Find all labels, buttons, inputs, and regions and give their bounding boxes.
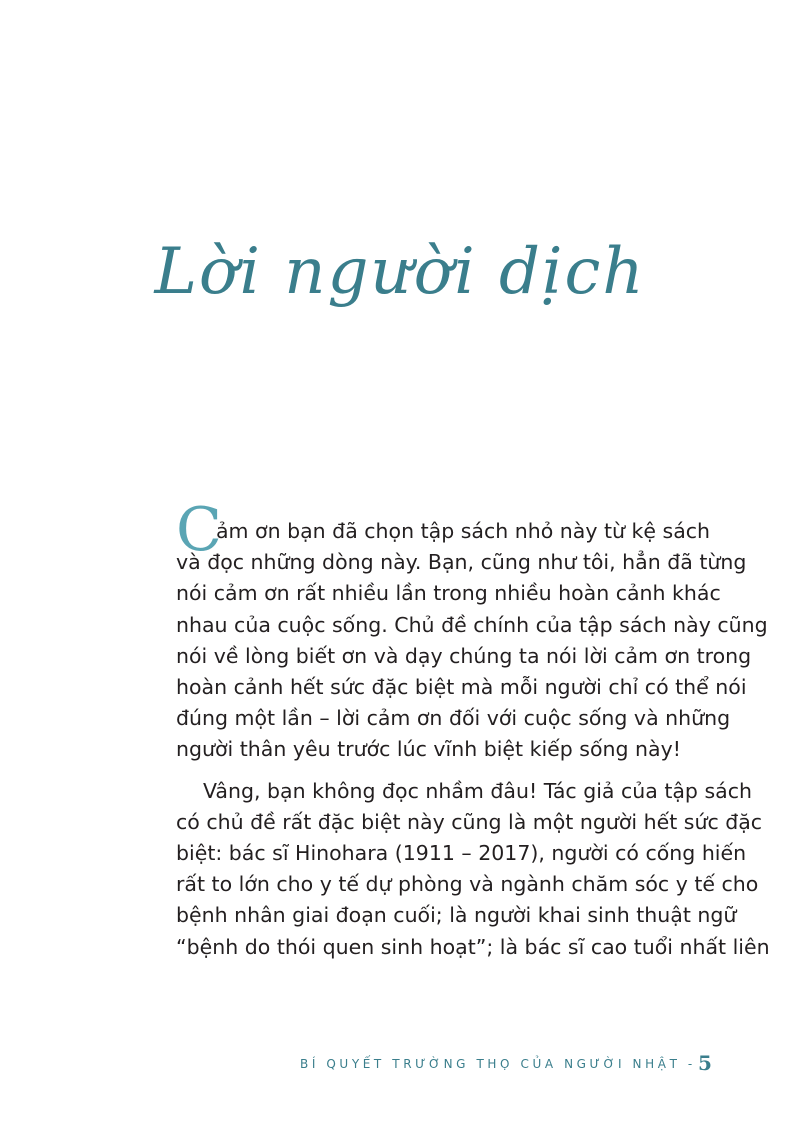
paragraph-1 bbox=[176, 495, 768, 766]
body-text bbox=[176, 495, 770, 963]
drop-cap: C bbox=[176, 495, 222, 565]
first-line-text: ảm ơn bạn đã chọn tập sách nhỏ này từ kệ sách bbox=[216, 519, 711, 543]
text-line: nói cảm ơn rất nhiều lần trong nhiều hoàn cảnh khác bbox=[176, 581, 721, 606]
page-number: 5 bbox=[698, 1051, 712, 1075]
text-line: Vâng, bạn không đọc nhầm đâu! Tác giả của tập sách bbox=[203, 778, 752, 803]
chapter-title: Lời người dịch bbox=[154, 235, 646, 309]
text-line: hoàn cảnh hết sức đặc biệt mà mỗi người chỉ có thể nói bbox=[176, 675, 747, 700]
footer-separator: - bbox=[687, 1057, 696, 1071]
running-footer bbox=[300, 1057, 696, 1071]
paragraph-2 bbox=[176, 776, 770, 963]
text-line: bệnh nhân giai đoạn cuối; là người khai sinh thuật ngữ bbox=[176, 903, 737, 928]
running-title: BÍ QUYẾT TRƯỜNG THỌ CỦA NGƯỜI NHẬT bbox=[300, 1057, 681, 1071]
text-line: biệt: bác sĩ Hinohara (1911 – 2017), người có cống hiến bbox=[176, 841, 747, 866]
text-line: và đọc những dòng này. Bạn, cũng như tôi, hẳn đã từng bbox=[176, 550, 747, 575]
text-line: nhau của cuộc sống. Chủ đề chính của tập sách này cũng bbox=[176, 612, 768, 637]
text-line: người thân yêu trước lúc vĩnh biệt kiếp sống này! bbox=[176, 737, 681, 762]
text-line: đúng một lần – lời cảm ơn đối với cuộc sống và những bbox=[176, 706, 731, 731]
text-line: rất to lớn cho y tế dự phòng và ngành chăm sóc y tế cho bbox=[176, 872, 759, 897]
text-line: có chủ đề rất đặc biệt này cũng là một người hết sức đặc bbox=[176, 809, 763, 834]
text-line: “bệnh do thói quen sinh hoạt”; là bác sĩ cao tuổi nhất liên bbox=[176, 934, 770, 959]
text-line: nói về lòng biết ơn và dạy chúng ta nói lời cảm ơn trong bbox=[176, 643, 752, 668]
